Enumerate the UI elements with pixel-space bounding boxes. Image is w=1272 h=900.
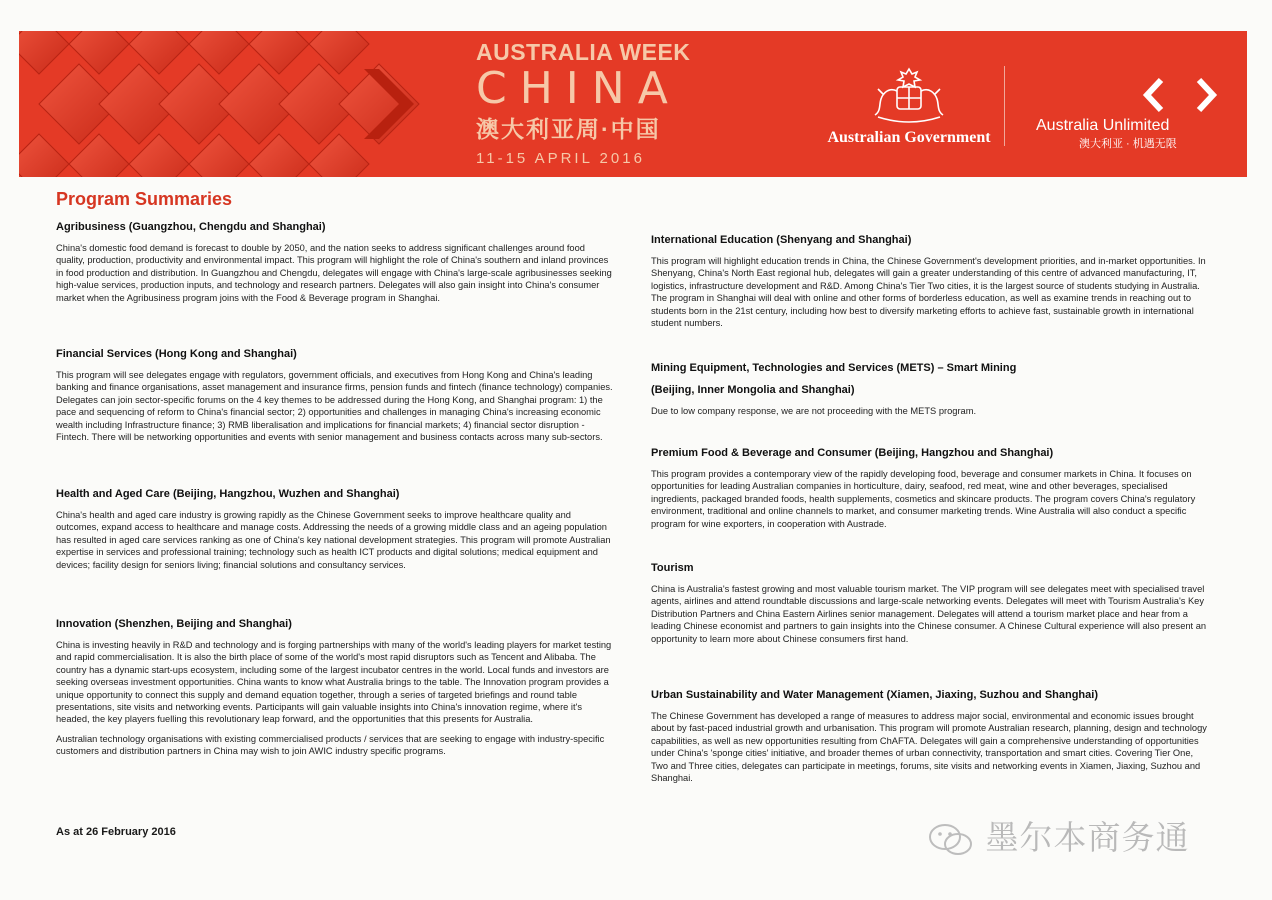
section-heading: Premium Food & Beverage and Consumer (Beijing, Hangzhou and Shanghai) [651,447,1054,459]
watermark [928,812,1190,859]
wechat-icon [928,822,974,858]
section-subheading: (Beijing, Inner Mongolia and Shanghai) [651,384,855,396]
event-title-line1: AUSTRALIA WEEK [476,39,691,65]
section-mets [651,362,1211,417]
section-urban-sustainability [651,689,1211,784]
event-dates: 11-15 APRIL 2016 [476,150,645,167]
section-heading: Innovation (Shenzhen, Beijing and Shanghai) [56,618,292,630]
section-body: This program will see delegates engage with regulators, government officials, and executives from Hong Kong and China's leading banking and finance organisations, asset management and insurance firms, pension funds and fintech (finance technology) companies. Delegates can join sector-specific forums on the 4 key themes to be addressed during the Hong Kong, and Shanghai program: 1) the pace and sequencing of reform to China's financial sector; 2) opportunities and challenges in managing China's increasing economic wealth including Infrastructure finance; 3) RMB liberalisation and implications for financial markets; 4) financial sector disruption - Fintech. There will be networking opportunities and events with senior management and business contacts across many sub-sectors. [56,370,613,443]
section-body: The Chinese Government has developed a range of measures to address major social, environmental and economic issues brought about by fast-paced industrial growth and urbanisation. This program will promote Australian research, planning, design and technology capabilities, as well as new opportunities resulting from ChAFTA. Delegates will gain a comprehensive understanding of opportunities under China's 'sponge cities' initiative, and broader themes of urban connectivity, transportation and smart cities. Covering Tier One, Two and Three cities, delegates can participate in meetings, forums, site visits and networking events in Xiamen, Jiaxing, Suzhou and Shanghai. [651,711,1207,784]
event-title-line2: CHINA [476,63,681,114]
event-title [476,39,716,167]
section-body: China is Australia's fastest growing and most valuable tourism market. The VIP program will see delegates meet with specialised travel agents, airlines and attend roundtable discussions and large-scale networking events. Delegates will meet with Tourism Australia's Key Distribution Partners and China Eastern Airlines senior management. Delegates will attend a tourism market place and hear from a leading Chinese economist and partners to gain insights into the Chinese consumer. A Chinese Cultural experience will also present an opportunity to learn more about Chinese consumers first hand. [651,584,1207,644]
section-body: China is investing heavily in R&D and technology and is forging partnerships with many of the world's leading players for market testing and rapid commercialisation. It is also the birth place of some of the world's most rapid disruptors such as Tencent and Alibaba. The country has a dynamic start-ups ecosystem, including some of the largest incubator centres in the world. Local funds and investors are seeking overseas investment opportunities. China wants to know what Australia brings to the table. The Innovation program provides a unique opportunity to connect this supply and demand equation together, through a series of targeted briefings and round table presentations, site visits and networking events. Participants will gain valuable insights into China's innovation regime, where it's headed, the key players fuelling this revolutionary leap forward, and the opportunities that this presents for Australia. [56,640,612,725]
section-heading: Agribusiness (Guangzhou, Chengdu and Shanghai) [56,221,326,233]
section-tourism [651,562,1211,645]
section-agribusiness [56,221,616,304]
section-body: Due to low company response, we are not proceeding with the METS program. [651,406,977,416]
chevrons-icon [1139,76,1221,114]
page-title: Program Summaries [56,189,233,209]
date-footer: As at 26 February 2016 [56,826,176,838]
australia-unlimited-chinese: 澳大利亚 · 机遇无限 [1079,138,1177,150]
section-health-aged-care [56,488,616,571]
section-body: China's health and aged care industry is growing rapidly as the Chinese Government seeks to improve healthcare quality and outcomes, expand access to healthcare and manage costs. Addressing the needs of a growing middle class and an ageing population has resulted in aged care services ranking as one of China's key national development strategies. This program will promote Australian expertise in services and professional training; technology such as health ICT products and digital solutions; medical equipment and devices; facility design for seniors living; financial solutions and consultancy services. [56,510,611,570]
australia-unlimited-logo [1029,76,1229,151]
section-heading: Tourism [651,562,694,574]
section-financial-services [56,348,616,443]
section-body: China's domestic food demand is forecast to double by 2050, and the nation seeks to address significant challenges around food quality, production, productivity and environmental impact. This program will highlight the role of China's southern and inland provinces in food production and distribution. In Guangzhou and Chengdu, delegates will engage with China's large-scale agribusinesses seeking high-value services, production inputs, and technology and research partners. Delegates will also gain insight into China's consumer market when the Agribusiness program joins with the Food & Beverage program in Shanghai. [56,243,612,303]
logo-divider [1004,66,1005,146]
section-innovation [56,618,616,758]
header-banner [19,31,1247,177]
section-heading: Health and Aged Care (Beijing, Hangzhou, Wuzhen and Shanghai) [56,488,400,500]
section-international-education [651,234,1211,329]
section-heading: Urban Sustainability and Water Management (Xiamen, Jiaxing, Suzhou and Shanghai) [651,689,1098,701]
australian-government-logo [809,65,1009,147]
section-premium-food-beverage [651,447,1211,530]
section-heading: International Education (Shenyang and Shanghai) [651,234,912,246]
watermark-text: 墨尔本商务通 [985,818,1190,857]
australia-unlimited-label: Australia Unlimited [1036,117,1170,134]
section-body: This program provides a contemporary view of the rapidly developing food, beverage and consumer markets in China. It focuses on opportunities for leading Australian companies in horticulture, dairy, seafood, red meat, wine and other beverages, specialised ingredients, packaged branded foods, health supplements, cosmetics and skincare products. The program covers China's regulatory environment, traditional and online channels to market, and consumer marketing trends. Wine Australia will also conduct a specific program for wine exporters, in cooperation with Austrade. [651,469,1196,529]
coat-of-arms-icon [866,65,952,127]
section-body: This program will highlight education trends in China, the Chinese Government's development priorities, and in-market opportunities. In Shenyang, China's North East regional hub, delegates will gain a greater understanding of this centre of advanced manufacturing, IT, logistics, infrastructure development and R&D. Among China's Tier Two cities, it is the largest source of students studying in Australia. The program in Shanghai will deal with online and other forms of borderless education, as well as examine trends in reaching out to students born in the 21st century, including how best to diversify marketing efforts to achieve fast, sustainable growth in international student numbers. [651,256,1206,329]
section-heading: Mining Equipment, Technologies and Services (METS) – Smart Mining [651,362,1017,374]
australian-government-label: Australian Government [827,129,991,146]
event-title-chinese: 澳大利亚周·中国 [476,116,661,142]
section-heading: Financial Services (Hong Kong and Shanghai) [56,348,297,360]
diamond-pattern-graphic [19,31,439,177]
section-body-note: Australian technology organisations with existing commercialised products / services that are seeking to engage with industry-specific customers and distribution partners in China may wish to join AWIC industry specific programs. [56,733,605,757]
